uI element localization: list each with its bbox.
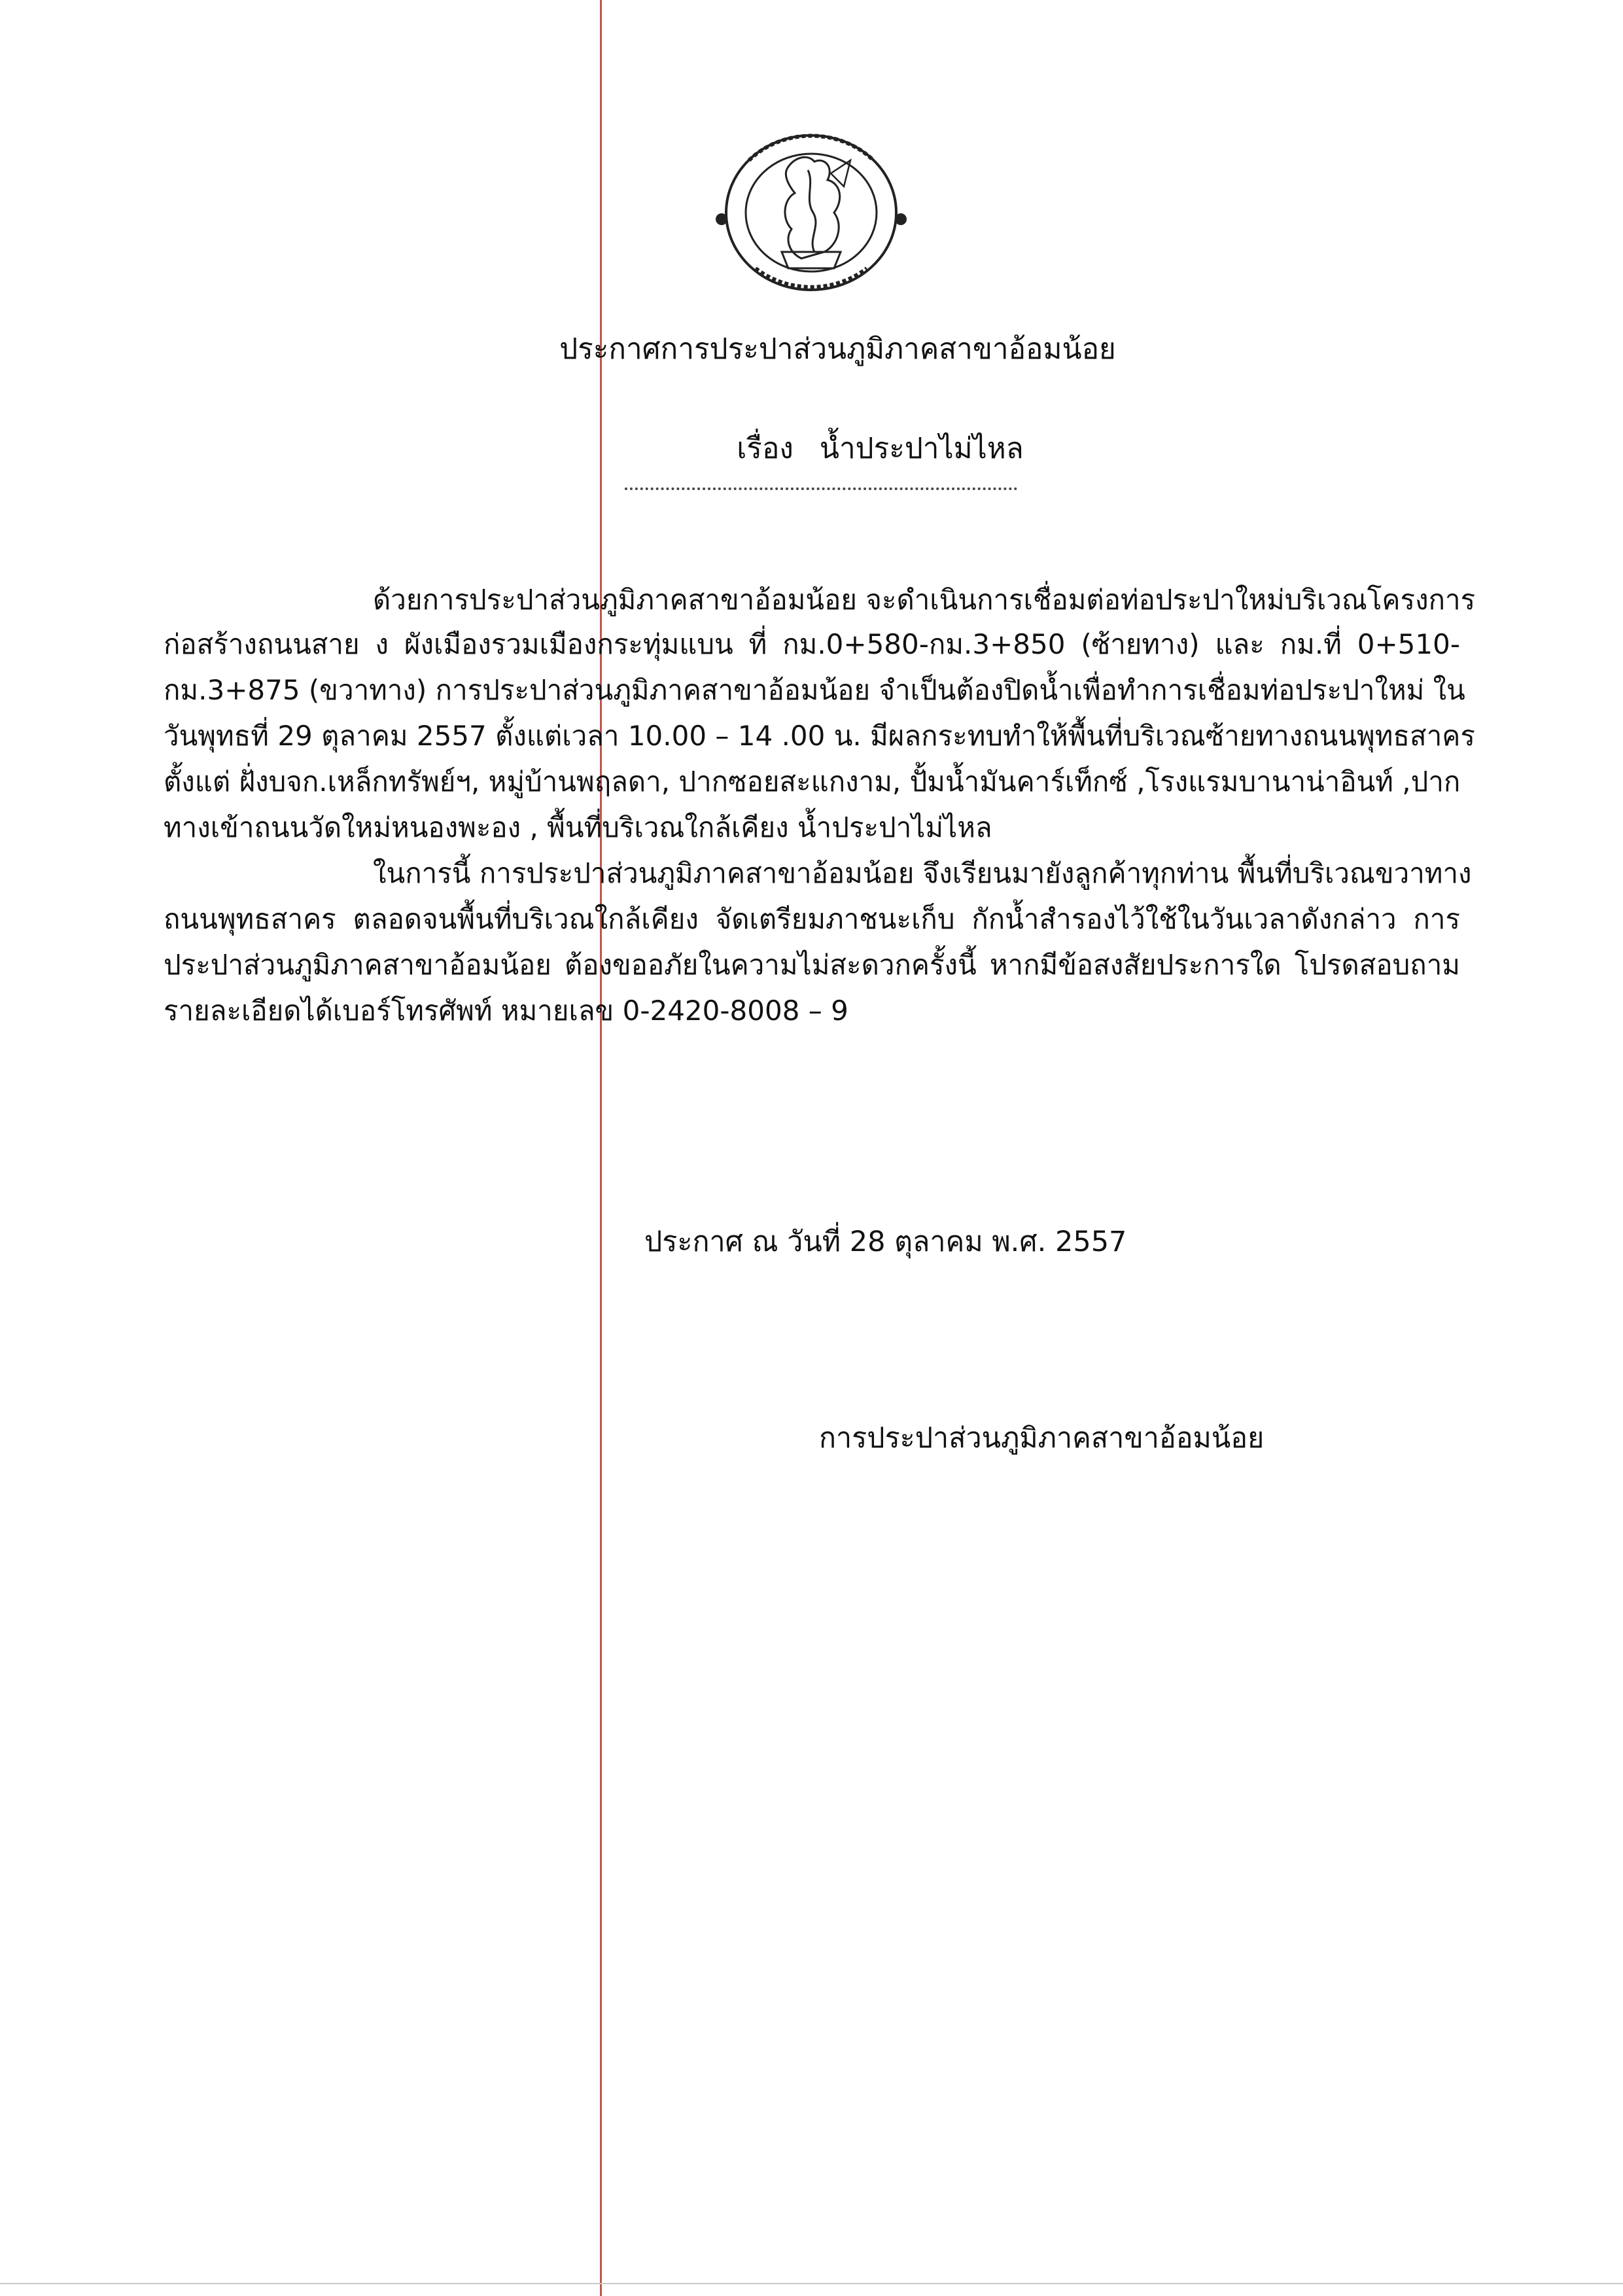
body-line-3: กม.3+875 (ขวาทาง) การประปาส่วนภูมิภาคสาขาอ้อมน้อย จำเป็นต้องปิดน้ำเพื่อทำการเชื่อมท่อประปาใหม่ ใน (164, 674, 1465, 706)
subject-line (69, 429, 1623, 468)
body-line-1: ด้วยการประปาส่วนภูมิภาคสาขาอ้อมน้อย จะดำเนินการเชื่อมต่อท่อประปาใหม่บริเวณโครงการ (373, 584, 1476, 616)
body-line-4: วันพุทธที่ 29 ตุลาคม 2557 ตั้งแต่เวลา 10.00 – 14 .00 น. มีผลกระทบทำให้พื้นที่บริเวณซ้ายทางถนนพุทธสาคร (164, 720, 1475, 752)
announcement-date: ประกาศ ณ วันที่ 28 ตุลาคม พ.ศ. 2557 (644, 1226, 1127, 1258)
pwa-seal-logo (710, 121, 913, 311)
bottom-edge-line (0, 2283, 1623, 2284)
body-line-8: ถนนพุทธสาคร ตลอดจนพื้นที่บริเวณใกล้เคียง จัดเตรียมภาชนะเก็บ กักน้ำสำรองไว้ใช้ในวันเวลาดังกล่าว การ (164, 903, 1460, 935)
body-line-5: ตั้งแต่ ฝั่งบจก.เหล็กทรัพย์ฯ, หมู่บ้านพฤลดา, ปากซอยสะแกงาม, ปั้มน้ำมันคาร์เท็กซ์ ,โรงแรมบานาน่าอินท์ ,ปาก (164, 766, 1461, 798)
body-line-2: ก่อสร้างถนนสาย ง ผังเมืองรวมเมืองกระทุ่มแบน ที่ กม.0+580-กม.3+850 (ซ้ายทาง) และ กม.ที่ 0+510- (164, 628, 1460, 660)
body-line-9: ประปาส่วนภูมิภาคสาขาอ้อมน้อย ต้องขออภัยในความไม่สะดวกครั้งนี้ หากมีข้อสงสัยประการใด โปรดสอบถาม (164, 949, 1460, 981)
announcement-title: ประกาศการประปาส่วนภูมิภาคสาขาอ้อมน้อย (559, 332, 1116, 366)
body-line-6: ทางเข้าถนนวัดใหม่หนองพะอง , พื้นที่บริเวณใกล้เคียง น้ำประปาไม่ไหล (164, 811, 992, 843)
seal-graphic (710, 121, 913, 311)
issuer-signature: การประปาส่วนภูมิภาคสาขาอ้อมน้อย (819, 1422, 1265, 1455)
body-line-10: รายละเอียดได้เบอร์โทรศัพท์ หมายเลข 0-2420-8008 – 9 (164, 995, 848, 1027)
dotted-separator (625, 487, 1017, 490)
subject-text: น้ำประปาไม่ไหล (819, 432, 1024, 465)
body-line-7: ในการนี้ การประปาส่วนภูมิภาคสาขาอ้อมน้อย จึงเรียนมายังลูกค้าทุกท่าน พื้นที่บริเวณขวาทาง (373, 857, 1472, 889)
subject-label: เรื่อง (737, 432, 794, 465)
